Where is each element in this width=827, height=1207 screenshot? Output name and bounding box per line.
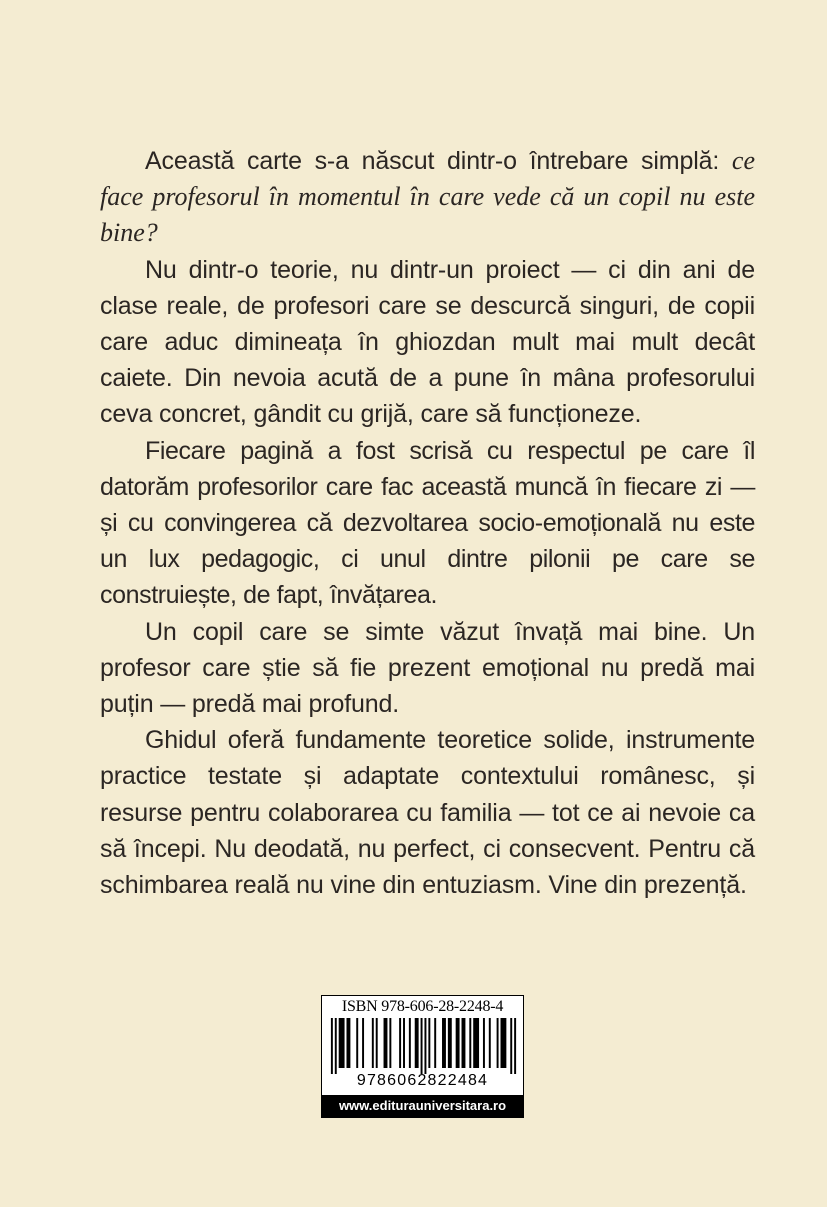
barcode-bar (384, 1018, 388, 1068)
barcode-bar (510, 1018, 512, 1074)
barcode-bar (421, 1018, 423, 1074)
intro-question: ce face profesorul în momentul în care vede că un copil nu este bine? (100, 146, 755, 248)
paragraph-origin: Nu dintr-o teorie, nu dintr-un proiect — ci din ani de clase reale, de profesori care se descurcă singuri, de copii care aduc dimineața în ghiozdan mult mai mult decât caiete. Din nevoia acută de a pune în mâna profesorului ceva concret, gândit cu grijă, care să funcționeze. (100, 255, 755, 429)
barcode-bar (434, 1018, 436, 1068)
barcode-bar (514, 1018, 516, 1074)
barcode-bar (428, 1018, 430, 1068)
barcode-bar (335, 1018, 337, 1074)
barcode-bar (497, 1018, 499, 1068)
barcode-bar (448, 1018, 452, 1068)
barcode-bar (362, 1018, 364, 1068)
barcode-bar (469, 1018, 471, 1068)
intro-text: Această carte s-a născut dintr-o întrebare simplă: (145, 147, 732, 175)
barcode-bar (331, 1018, 333, 1074)
barcode-bar (389, 1018, 391, 1068)
barcode-bar (403, 1018, 405, 1068)
publisher-url: www.editurauniversitara.ro (322, 1095, 523, 1117)
paragraph-intro (100, 143, 755, 252)
barcode-bar (483, 1018, 485, 1068)
barcode-bar (415, 1018, 419, 1068)
barcode-bar (346, 1018, 350, 1068)
barcode-bar (442, 1018, 446, 1068)
barcode-digits: 9786062822484 (356, 1072, 489, 1089)
barcode-bars (327, 1018, 520, 1074)
isbn-label: ISBN 978-606-28-2248-4 (341, 998, 504, 1015)
barcode-bar (356, 1018, 358, 1068)
barcode-bar (424, 1018, 426, 1074)
paragraph-presence: Un copil care se simte văzut învață mai bine. Un profesor care știe să fie prezent emoțional nu predă mai puțin — predă mai profund. (100, 617, 755, 719)
barcode-bar (456, 1018, 460, 1068)
isbn-barcode (321, 995, 524, 1118)
barcode-bar (376, 1018, 378, 1068)
barcode-bar (339, 1018, 345, 1068)
paragraph-guide: Ghidul oferă fundamente teoretice solide, instrumente practice testate și adaptate contextului românesc, și resurse pentru colaborarea cu familia — tot ce ai nevoie ca să începi. Nu deodată, nu perfect, ci consecvent. Pentru că schimbarea reală nu vine din entuziasm. Vine din prezență. (100, 726, 755, 900)
barcode-bar (462, 1018, 466, 1068)
barcode-bar (489, 1018, 491, 1068)
paragraph-respect: Fiecare pagină a fost scrisă cu respectul pe care îl datorăm profesorilor care fac această muncă în fiecare zi — și cu convingerea că dezvoltarea socio-emoțională nu este un lux pedagogic, ci unul dintre pilonii pe care se construiește, de fapt, învățarea. (100, 436, 755, 610)
barcode-bar (399, 1018, 401, 1068)
barcode-bar (473, 1018, 479, 1068)
barcode-bar (501, 1018, 507, 1068)
back-cover-text (100, 143, 755, 903)
barcode-bar (409, 1018, 411, 1068)
barcode-bar (372, 1018, 374, 1068)
